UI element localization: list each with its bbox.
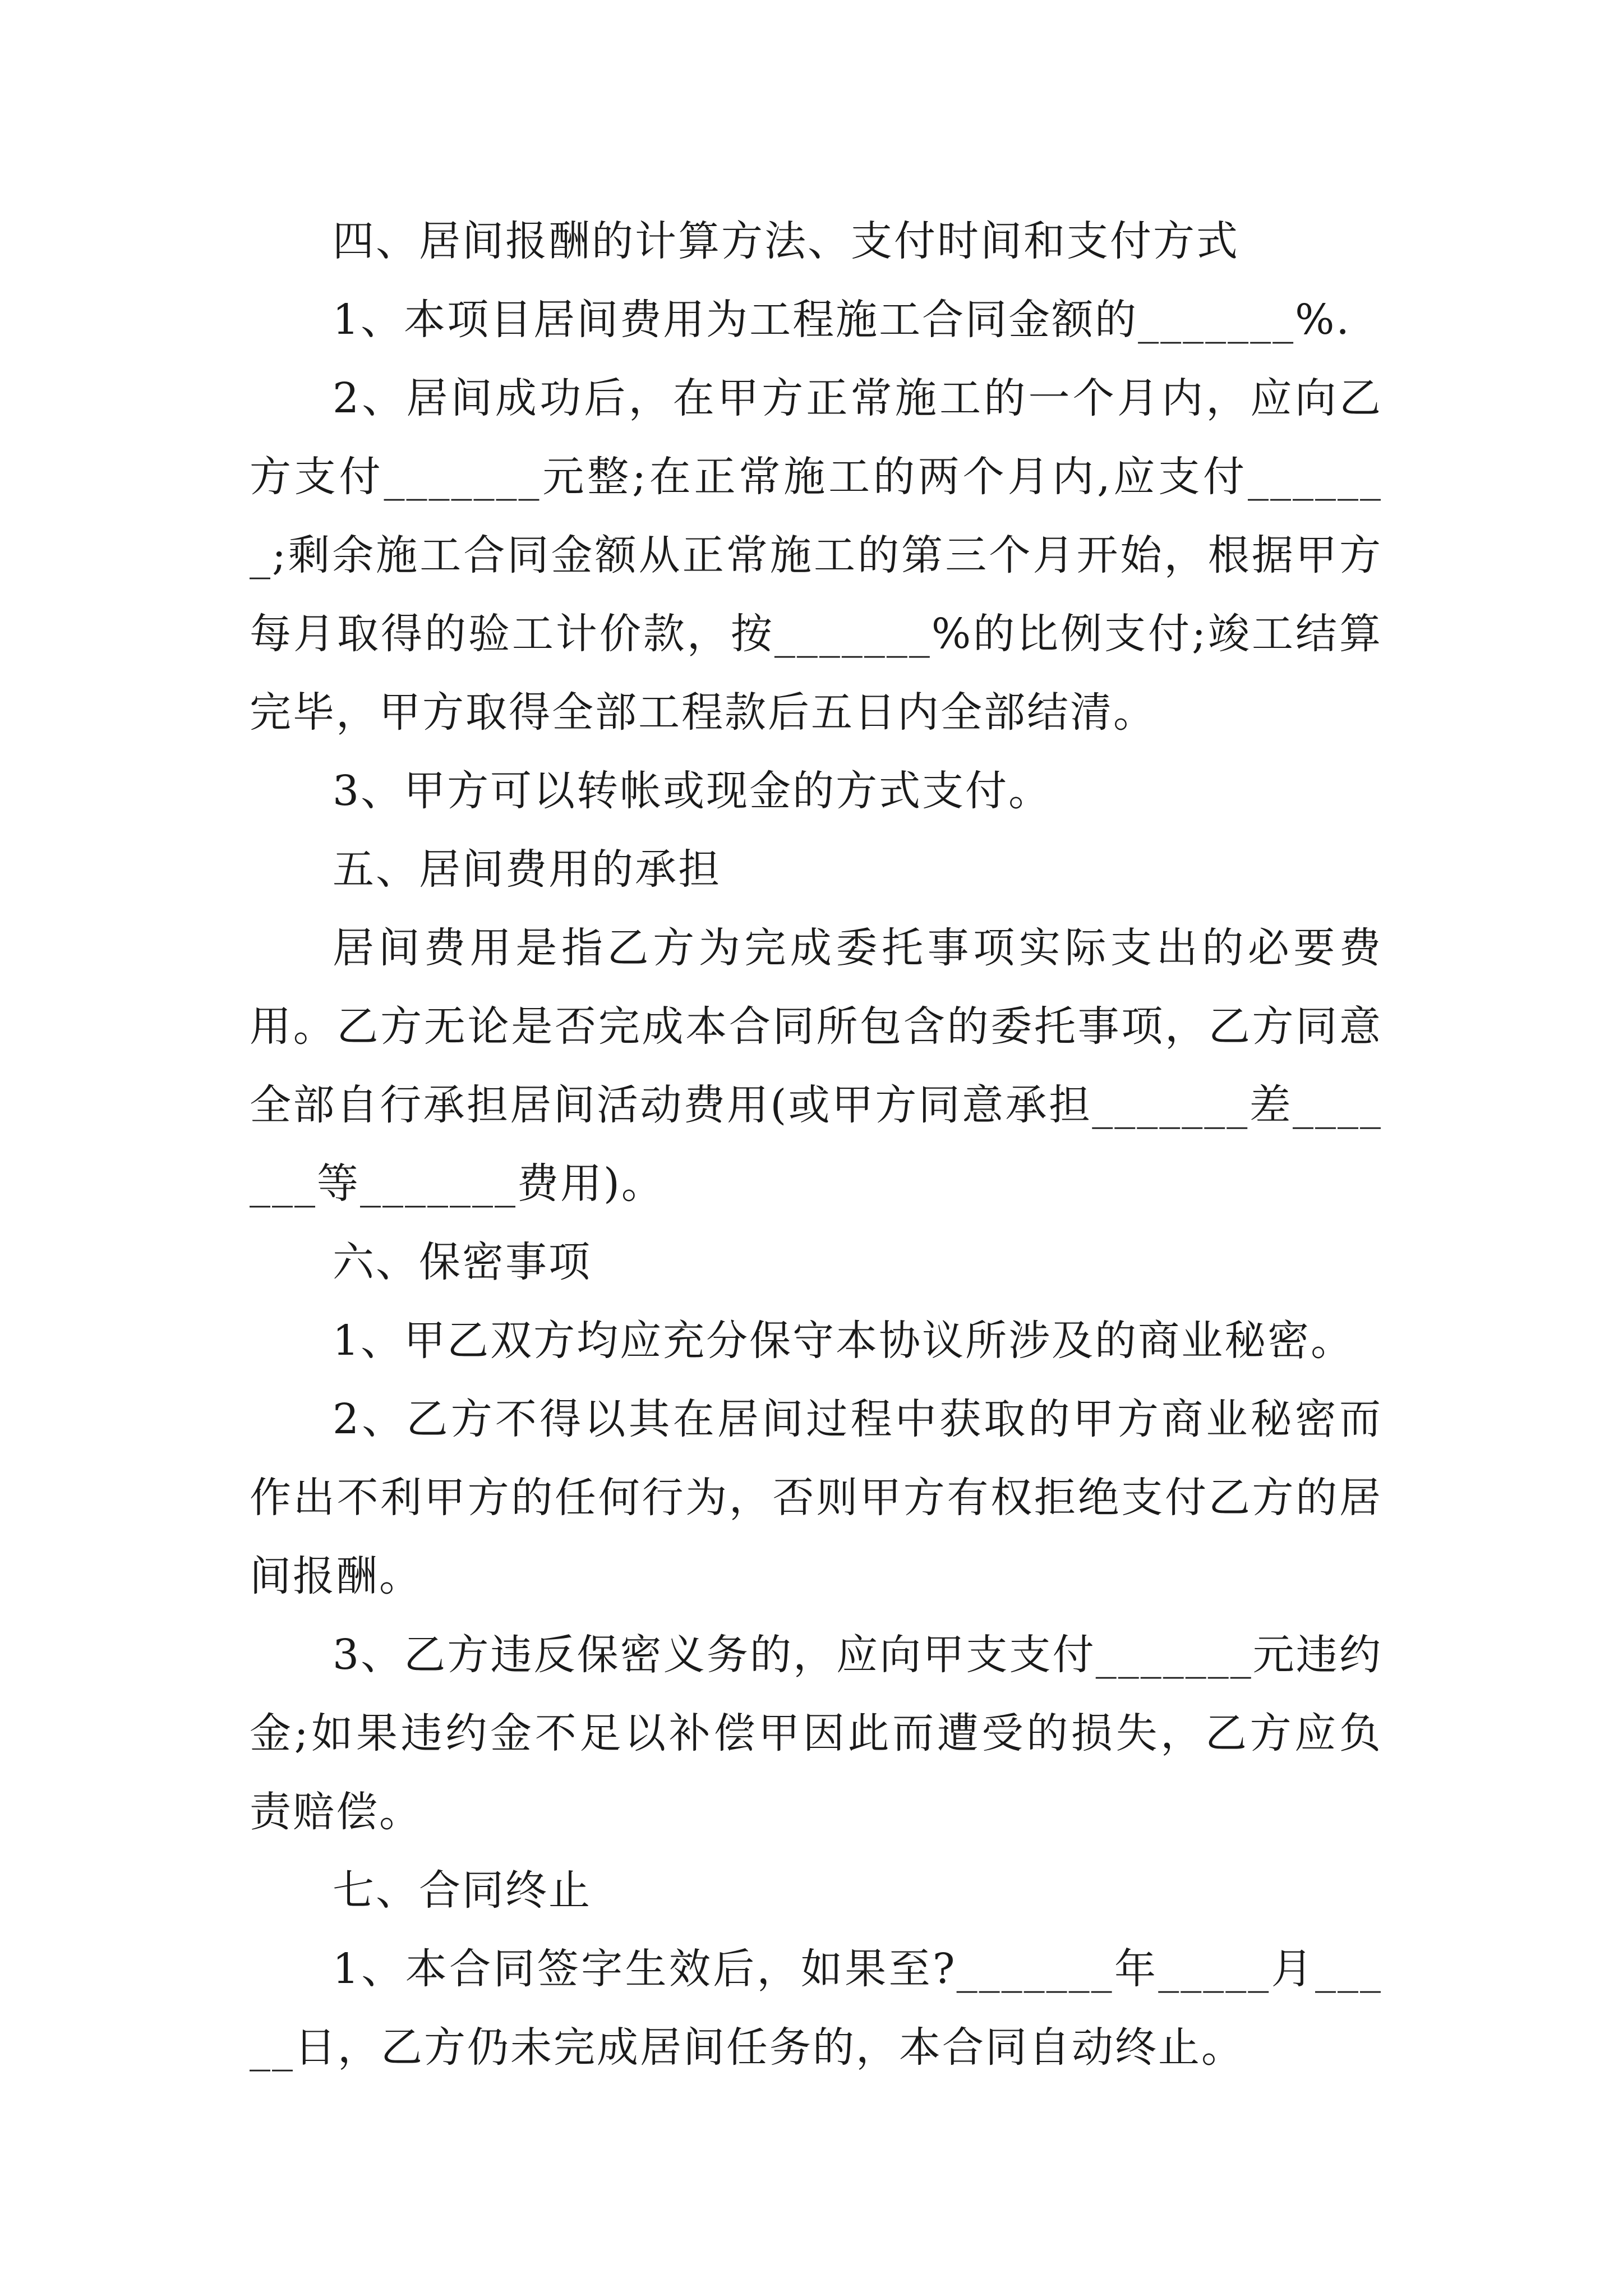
section-heading-5: 五、居间费用的承担 <box>333 845 721 894</box>
paragraph-6-1: 1、甲乙双方均应充分保守本协议所涉及的商业秘密。 <box>333 1317 1354 1365</box>
paragraph-5-1: 居间费用是指乙方为完成委托事项实际支出的必要费用。乙方无论是否完成本合同所包含的委托事项，乙方同意全部自行承担居间活动费用(或甲方同意承担_______差_______等_______费用)。 <box>250 924 1382 1208</box>
paragraph-4-1: 1、本项目居间费用为工程施工合同金额的_______%. <box>333 296 1351 344</box>
section-heading-4: 四、居间报酬的计算方法、支付时间和支付方式 <box>333 217 1239 265</box>
paragraph-4-2: 2、居间成功后，在甲方正常施工的一个月内，应向乙方支付_______元整;在正常施工的两个月内,应支付_______;剩余施工合同金额从正常施工的第三个月开始，根据甲方每月取得的验工计价款，按_______%的比例支付;竣工结算完毕，甲方取得全部工程款后五日内全部结清。 <box>250 374 1382 737</box>
section-heading-7: 七、合同终止 <box>333 1866 592 1915</box>
paragraph-7-1: 1、本合同签字生效后，如果至?_______年_____月_____日，乙方仍未完成居间任务的，本合同自动终止。 <box>250 1945 1382 2072</box>
paragraph-6-2: 2、乙方不得以其在居间过程中获取的甲方商业秘密而作出不利甲方的任何行为，否则甲方有权拒绝支付乙方的居间报酬。 <box>250 1395 1382 1600</box>
paragraph-4-3: 3、甲方可以转帐或现金的方式支付。 <box>333 767 1052 815</box>
paragraph-6-3: 3、乙方违反保密义务的，应向甲支支付_______元违约金;如果违约金不足以补偿甲因此而遭受的损失，乙方应负责赔偿。 <box>250 1631 1382 1836</box>
section-heading-6: 六、保密事项 <box>333 1238 592 1286</box>
document-body <box>250 202 1382 2087</box>
